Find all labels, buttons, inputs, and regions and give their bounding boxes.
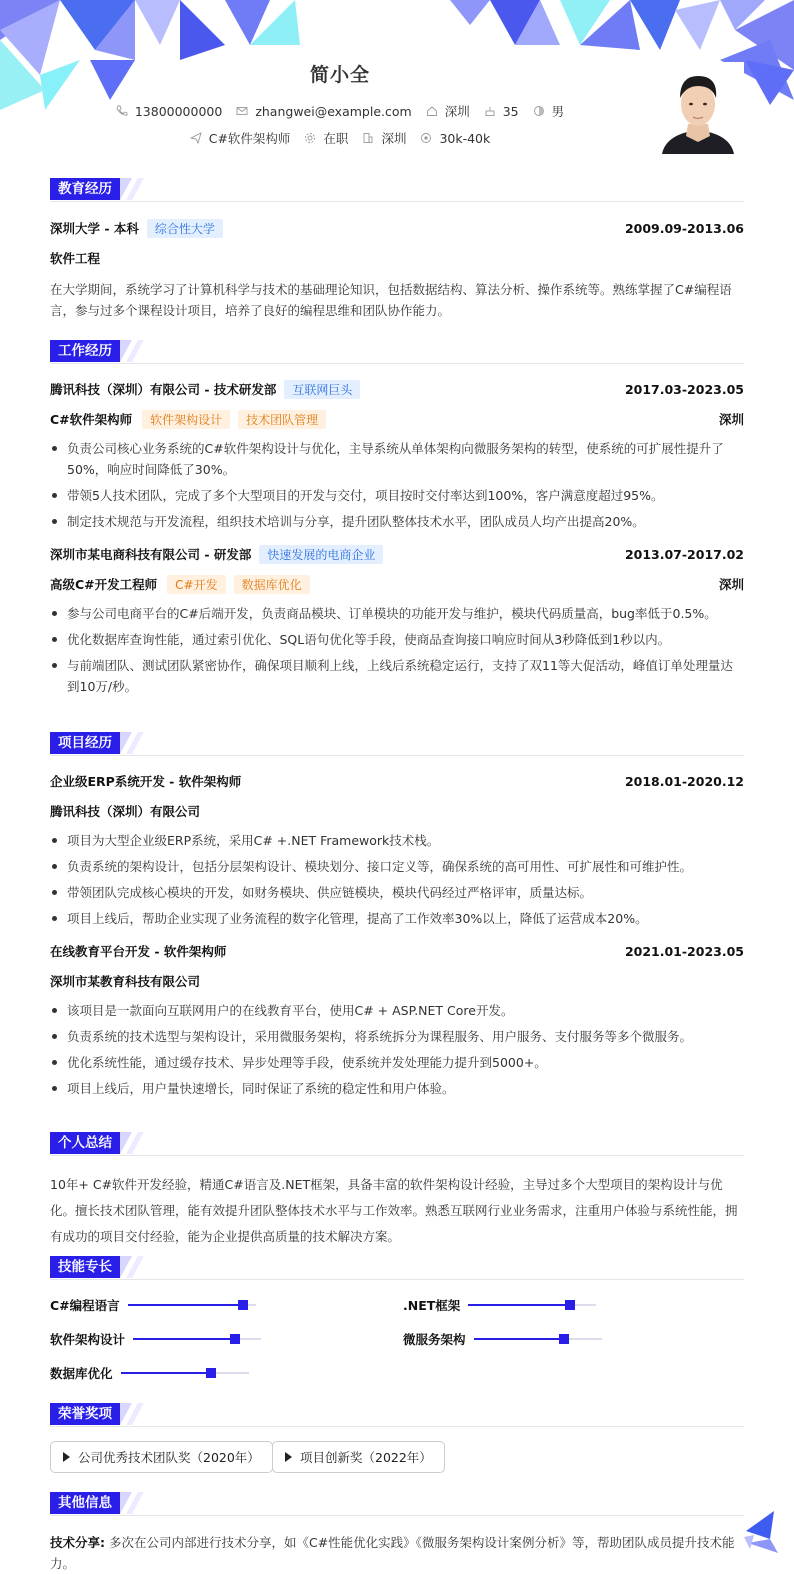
section-title: 技能专长 (50, 1256, 120, 1278)
candidate-name: 简小全 (309, 64, 370, 86)
project-bullet: 负责系统的技术选型与架构设计，采用微服务架构，将系统拆分为课程服务、用户服务、支付服务等多个微服务。 (50, 1026, 744, 1047)
avatar-portrait (652, 62, 744, 154)
location-text: 深圳 (444, 104, 470, 119)
school-tag: 综合性大学 (147, 219, 223, 238)
gender-icon (533, 105, 545, 117)
projects-section (50, 732, 744, 1104)
company-tag: 互联网巨头 (284, 380, 360, 399)
education-header-row (50, 213, 744, 243)
skill-item (403, 1330, 602, 1348)
award-text: 公司优秀技术团队奖（2020年） (78, 1450, 260, 1465)
building-icon (362, 132, 374, 144)
email-item (236, 104, 411, 119)
other-section-header (50, 1492, 744, 1516)
other-info-line (50, 1532, 744, 1574)
work-bullet: 带领5人技术团队，完成了多个大型项目的开发与交付，项目按时交付率达到100%，客户满意度超过95%。 (50, 485, 744, 506)
gender-item (533, 102, 565, 120)
education-section-header (50, 178, 744, 202)
job-title: C#软件架构师 (50, 412, 133, 427)
project-name: 在线教育平台开发 - 软件架构师 (50, 944, 227, 959)
location-item (426, 102, 470, 120)
section-title: 个人总结 (50, 1132, 120, 1154)
company-name: 深圳市某电商科技有限公司 - 研发部 (50, 547, 252, 562)
project-company-row (50, 796, 744, 826)
section-title: 项目经历 (50, 732, 120, 754)
skill-tag: 数据库优化 (234, 575, 310, 594)
position-item (190, 129, 291, 147)
job-title: 高级C#开发工程师 (50, 577, 158, 592)
skill-bar-knob (230, 1334, 240, 1344)
project-bullet: 项目上线后，帮助企业实现了业务流程的数字化管理，提高了工作效率30%以上，降低了运营成本20%。 (50, 908, 744, 929)
education-section (50, 178, 744, 321)
work-city: 深圳 (718, 577, 744, 592)
work-item (50, 374, 744, 532)
company-tag: 快速发展的电商企业 (259, 545, 383, 564)
skill-bar-knob (565, 1300, 575, 1310)
project-bullet: 优化系统性能，通过缓存技术、异步处理等手段，使系统并发处理能力提升到5000+。 (50, 1052, 744, 1073)
school-name: 深圳大学 - 本科 (50, 221, 139, 236)
gender-text: 男 (551, 104, 565, 119)
coin-icon (420, 132, 432, 144)
status-item (304, 129, 348, 147)
skill-bar-fill (474, 1338, 564, 1340)
work-bullet: 负责公司核心业务系统的C#软件架构设计与优化，主导系统从单体架构向微服务架构的转型，使系统的可扩展性提升了50%，响应时间降低了30%。 (50, 438, 744, 480)
summary-section (50, 1132, 744, 1250)
status-text: 在职 (323, 131, 349, 146)
skill-bar (468, 1304, 596, 1306)
project-name-row (50, 936, 744, 966)
email-text: zhangwei@example.com (255, 103, 412, 119)
skill-item (50, 1364, 249, 1382)
awards-section (50, 1403, 744, 1483)
skill-tag: 软件架构设计 (142, 410, 230, 429)
projects-section-header (50, 732, 744, 756)
project-company: 腾讯科技（深圳）有限公司 (50, 804, 201, 819)
skill-name: .NET框架 (403, 1298, 461, 1313)
avatar (652, 62, 744, 154)
project-item (50, 766, 744, 929)
awards-list (50, 1441, 744, 1475)
play-icon (63, 1452, 70, 1462)
education-description: 在大学期间，系统学习了计算机科学与技术的基础理论知识，包括数据结构、算法分析、操作系统等。熟练掌握了C#编程语言，参与过多个课程设计项目，培养了良好的编程思维和团队协作能力。 (50, 282, 732, 318)
section-title: 荣誉奖项 (50, 1403, 120, 1425)
project-company-row (50, 966, 744, 996)
skill-item (50, 1296, 256, 1314)
project-bullet: 该项目是一款面向互联网用户的在线教育平台，使用C# + ASP.NET Core开发。 (50, 1000, 744, 1021)
section-title: 其他信息 (50, 1492, 120, 1514)
awards-section-header (50, 1403, 744, 1427)
skills-section-header (50, 1256, 744, 1280)
skill-bar (128, 1304, 256, 1306)
work-title-row (50, 404, 744, 434)
work-bullets (50, 438, 744, 532)
send-icon (190, 132, 202, 144)
skill-tag: C#开发 (167, 575, 225, 594)
work-date: 2017.03-2023.05 (624, 381, 744, 397)
other-label: 技术分享: (50, 1535, 105, 1550)
award-item (50, 1441, 273, 1473)
position-text: C#软件架构师 (208, 131, 291, 146)
work-company-row (50, 374, 744, 404)
skill-bar-knob (238, 1300, 248, 1310)
work-section-header (50, 340, 744, 364)
other-text: 多次在公司内部进行技术分享，如《C#性能优化实践》《微服务架构设计案例分析》等，帮助团队成员提升技术能力。 (50, 1535, 735, 1571)
job-intent-row (0, 129, 680, 147)
work-bullet: 优化数据库查询性能，通过索引优化、SQL语句优化等手段，使商品查询接口响应时间从3秒降低到1秒以内。 (50, 629, 744, 650)
work-bullet: 制定技术规范与开发流程，组织技术培训与分享，提升团队整体技术水平，团队成员人均产出提高20%。 (50, 511, 744, 532)
work-bullet: 与前端团队、测试团队紧密协作，确保项目顺利上线，上线后系统稳定运行，支持了双11等大促活动，峰值订单处理量达到10万/秒。 (50, 655, 744, 697)
resume-header (0, 0, 794, 170)
phone-text: 13800000000 (134, 103, 223, 119)
gear-icon (304, 132, 316, 144)
skill-item (403, 1296, 596, 1314)
project-name-row (50, 766, 744, 796)
skill-bar-fill (121, 1372, 211, 1374)
skill-name: C#编程语言 (50, 1298, 120, 1313)
skill-tag: 技术团队管理 (238, 410, 326, 429)
project-item (50, 936, 744, 1099)
major-row (50, 243, 744, 273)
skill-bar (133, 1338, 261, 1340)
corner-decoration (744, 1509, 780, 1553)
play-icon (285, 1452, 292, 1462)
section-title: 工作经历 (50, 340, 120, 362)
work-date: 2013.07-2017.02 (624, 546, 744, 562)
city-item (362, 129, 406, 147)
age-text: 35 (502, 103, 519, 119)
salary-text: 30k-40k (439, 130, 491, 146)
award-text: 项目创新奖（2022年） (300, 1450, 432, 1465)
contact-row (0, 102, 680, 120)
award-item (272, 1441, 445, 1473)
skill-bar-fill (133, 1338, 235, 1340)
project-date: 2021.01-2023.05 (624, 943, 744, 959)
work-bullet: 参与公司电商平台的C#后端开发，负责商品模块、订单模块的功能开发与维护，模块代码质量高，bug率低于0.5%。 (50, 603, 744, 624)
project-bullets (50, 830, 744, 929)
phone-icon (116, 105, 128, 117)
other-section (50, 1492, 744, 1574)
project-name: 企业级ERP系统开发 - 软件架构师 (50, 774, 242, 789)
city-text: 深圳 (381, 131, 407, 146)
age-item (484, 104, 519, 119)
work-city: 深圳 (718, 412, 744, 427)
phone-item (116, 104, 222, 119)
work-title-row (50, 569, 744, 599)
project-bullets (50, 1000, 744, 1099)
skill-bar (121, 1372, 249, 1374)
skill-name: 数据库优化 (50, 1366, 113, 1381)
project-bullet: 项目为大型企业级ERP系统，采用C# +.NET Framework技术栈。 (50, 830, 744, 851)
skill-bar-fill (468, 1304, 570, 1306)
summary-section-header (50, 1132, 744, 1156)
project-bullet: 项目上线后，用户量快速增长，同时保证了系统的稳定性和用户体验。 (50, 1078, 744, 1099)
project-bullet: 负责系统的架构设计，包括分层架构设计、模块划分、接口定义等，确保系统的高可用性、可扩展性和可维护性。 (50, 856, 744, 877)
skill-bar-knob (559, 1334, 569, 1344)
summary-text: 10年+ C#软件开发经验，精通C#语言及.NET框架，具备丰富的软件架构设计经验，主导过多个大型项目的架构设计与优化。擅长技术团队管理，能有效提升团队整体技术水平与工作效率。熟悉互联网行业业务需求，注重用户体验与系统性能，拥有成功的项目交付经验，能为企业提供高质量的技术解决方案。 (50, 1177, 738, 1244)
section-title: 教育经历 (50, 178, 120, 200)
salary-item (420, 131, 490, 146)
skill-bar-knob (206, 1368, 216, 1378)
major-name: 软件工程 (50, 251, 101, 266)
project-date: 2018.01-2020.12 (624, 773, 744, 789)
work-section (50, 340, 744, 702)
skill-item (50, 1330, 261, 1348)
cake-icon (484, 105, 496, 117)
skill-bar-fill (128, 1304, 243, 1306)
project-company: 深圳市某教育科技有限公司 (50, 974, 201, 989)
work-bullets (50, 603, 744, 697)
project-bullet: 带领团队完成核心模块的开发，如财务模块、供应链模块，模块代码经过严格评审，质量达标。 (50, 882, 744, 903)
skill-name: 软件架构设计 (50, 1332, 126, 1347)
company-name: 腾讯科技（深圳）有限公司 - 技术研发部 (50, 382, 277, 397)
skill-bar (474, 1338, 602, 1340)
education-date: 2009.09-2013.06 (624, 220, 744, 236)
skills-section (50, 1256, 744, 1386)
work-company-row (50, 539, 744, 569)
home-icon (426, 105, 438, 117)
work-item (50, 539, 744, 697)
mail-icon (236, 105, 248, 117)
skill-name: 微服务架构 (403, 1332, 466, 1347)
